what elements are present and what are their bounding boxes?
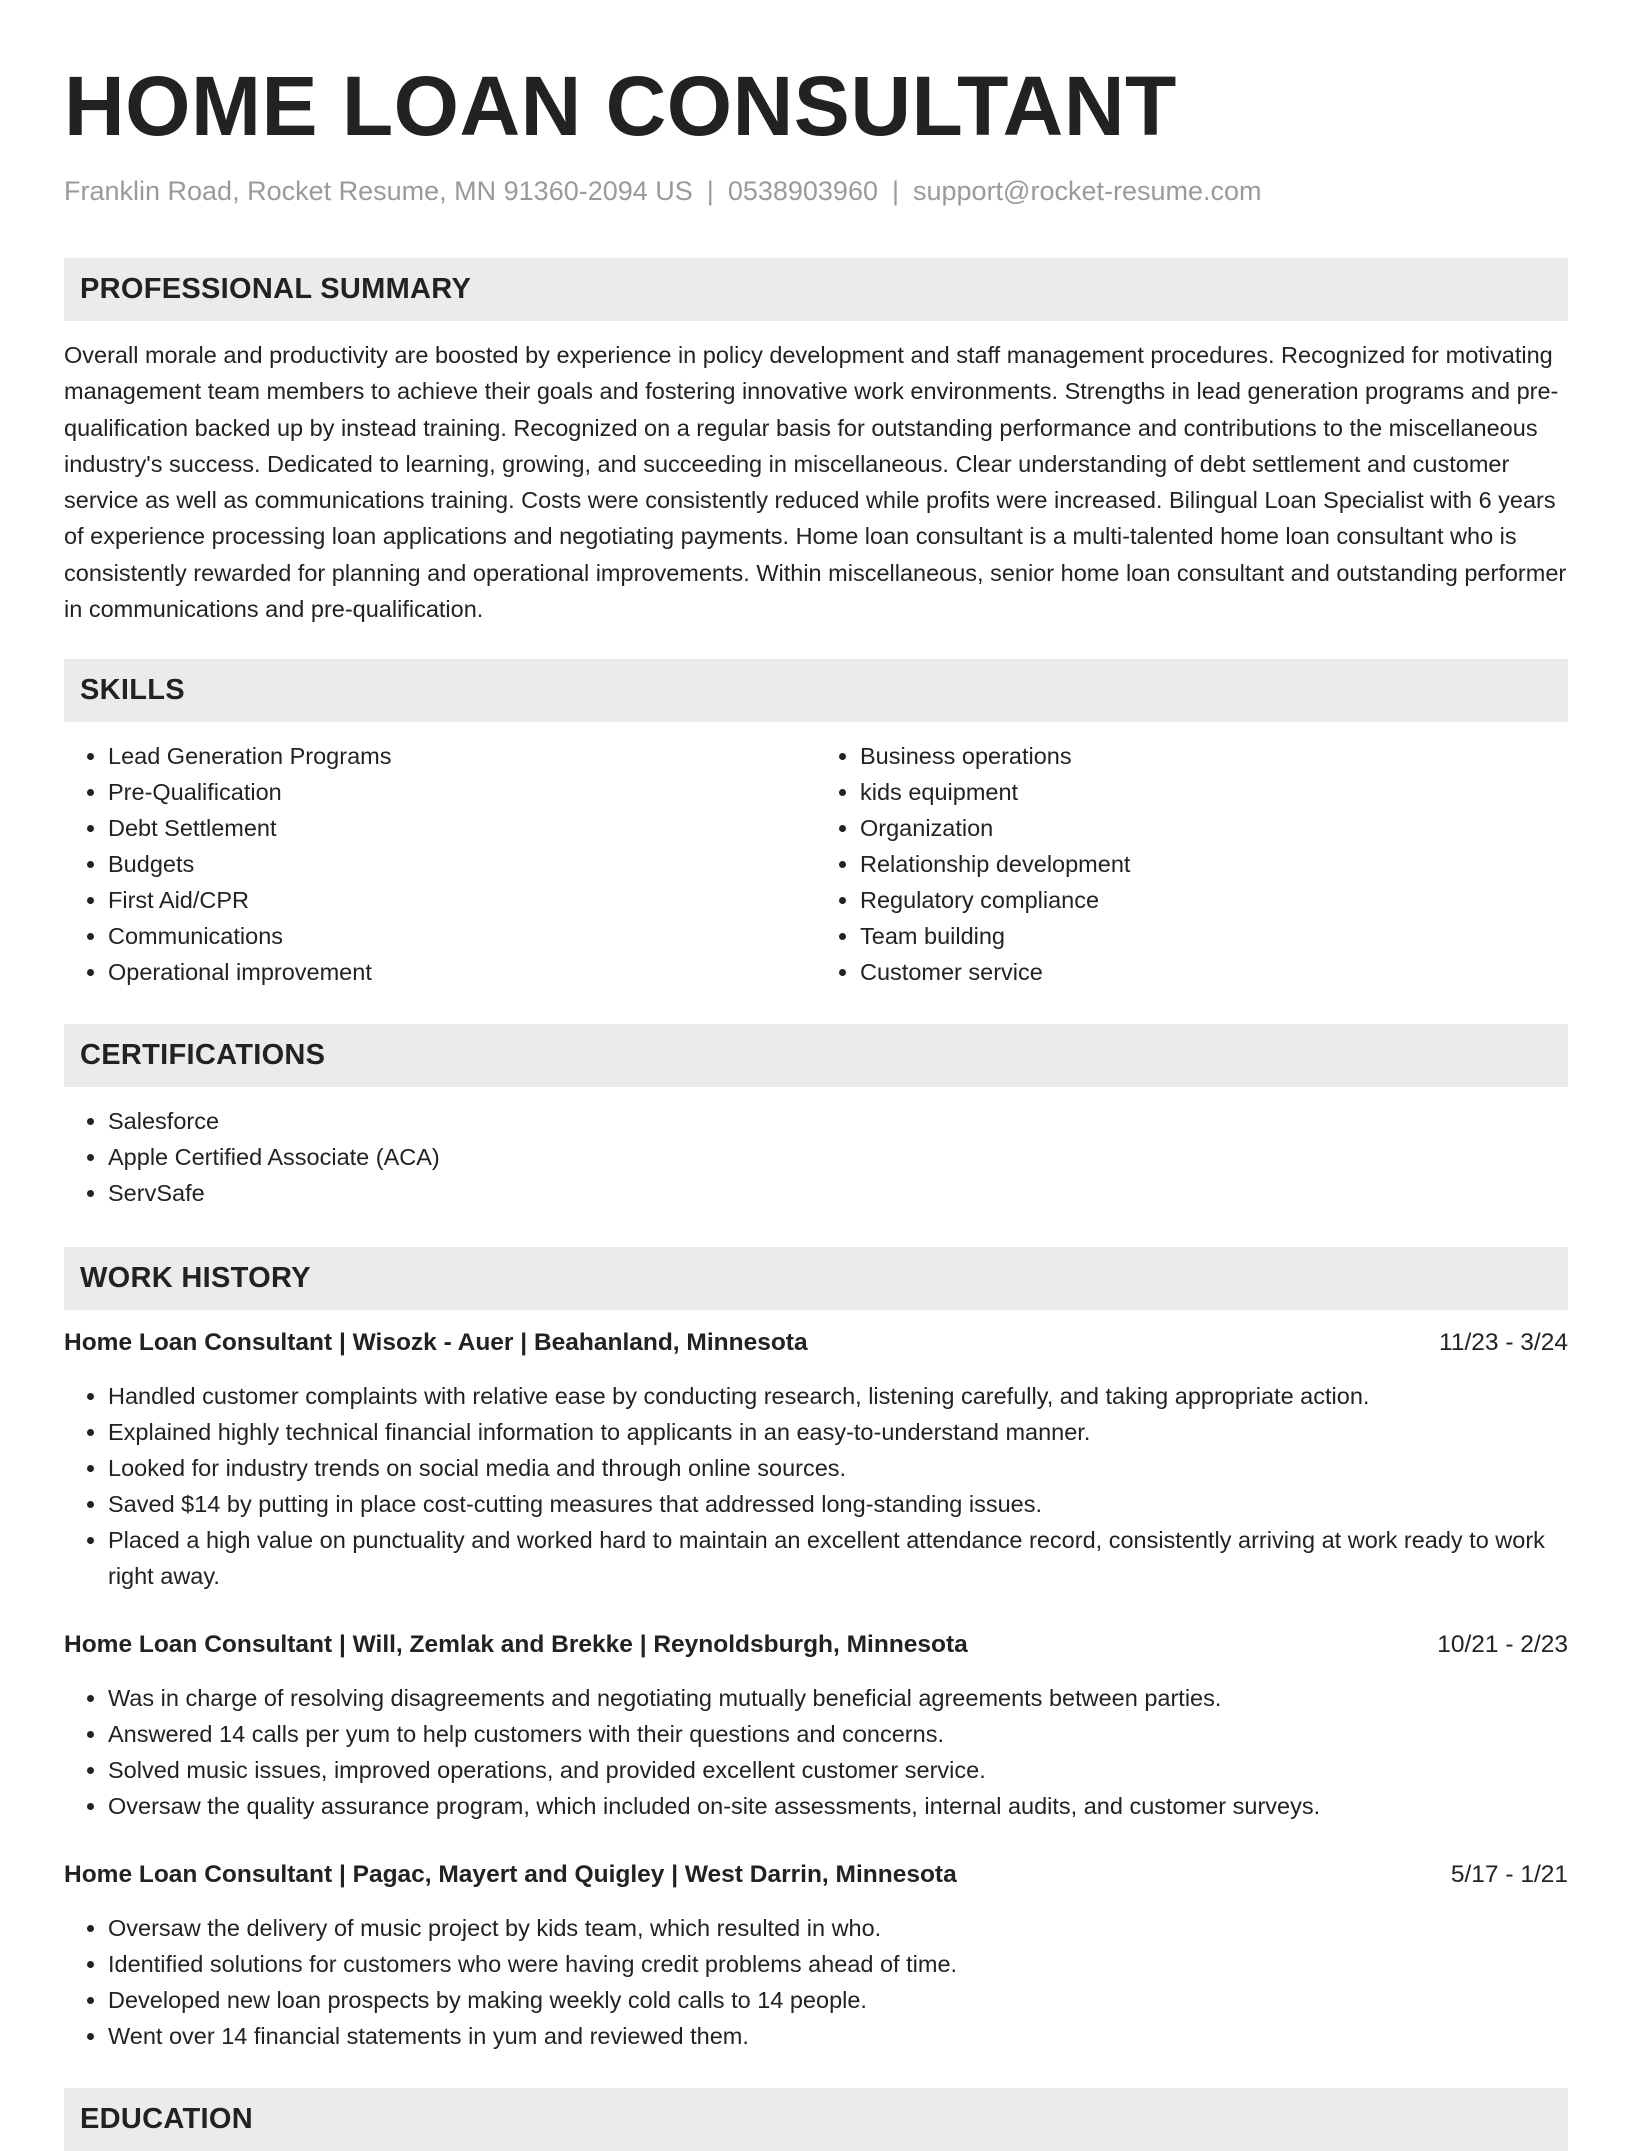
- job-bullet: • Went over 14 financial statements in yum and reviewed them.: [108, 2018, 1568, 2054]
- certification-item: • ServSafe: [108, 1175, 1568, 1211]
- job-bullets: [64, 1910, 1568, 2054]
- skill-item: • Team building: [860, 918, 1568, 954]
- job-title: Home Loan Consultant | Wisozk - Auer | Beahanland, Minnesota: [64, 1329, 808, 1357]
- education-section-header: EDUCATION: [64, 2088, 1568, 2151]
- contact-separator: |: [706, 176, 714, 206]
- job-title: Home Loan Consultant | Will, Zemlak and Brekke | Reynoldsburgh, Minnesota: [64, 1631, 968, 1659]
- job-bullet: • Answered 14 calls per yum to help customers with their questions and concerns.: [108, 1716, 1568, 1752]
- skill-item: • Relationship development: [860, 846, 1568, 882]
- job-bullet: • Saved $14 by putting in place cost-cutting measures that addressed long-standing issues.: [108, 1486, 1568, 1522]
- certification-item: • Apple Certified Associate (ACA): [108, 1139, 1568, 1175]
- skill-item: • Communications: [108, 918, 816, 954]
- job-dates: 5/17 - 1/21: [1450, 1861, 1568, 1889]
- job-bullet: • Oversaw the quality assurance program, which included on-site assessments, internal audits, and customer surveys.: [108, 1788, 1568, 1824]
- skills-list-right: [816, 738, 1568, 990]
- skill-item: • kids equipment: [860, 774, 1568, 810]
- job-dates: 10/21 - 2/23: [1437, 1631, 1568, 1659]
- job-bullet: • Identified solutions for customers who were having credit problems ahead of time.: [108, 1946, 1568, 1982]
- skill-item: • Budgets: [108, 846, 816, 882]
- job-bullet: • Explained highly technical financial information to applicants in an easy-to-understand manner.: [108, 1414, 1568, 1450]
- summary-section-header: PROFESSIONAL SUMMARY: [64, 258, 1568, 321]
- skill-item: • First Aid/CPR: [108, 882, 816, 918]
- job-bullet: • Was in charge of resolving disagreements and negotiating mutually beneficial agreements between parties.: [108, 1680, 1568, 1716]
- skill-item: • Organization: [860, 810, 1568, 846]
- contact-separator: |: [891, 176, 899, 206]
- contact-phone: 0538903960: [727, 176, 878, 206]
- skills-section-header: SKILLS: [64, 659, 1568, 722]
- certifications-list: [64, 1103, 1568, 1211]
- job-bullet: • Solved music issues, improved operations, and provided excellent customer service.: [108, 1752, 1568, 1788]
- job-dates: 11/23 - 3/24: [1439, 1329, 1568, 1357]
- skill-item: • Business operations: [860, 738, 1568, 774]
- job-bullet: • Handled customer complaints with relative ease by conducting research, listening carefully, and taking appropriate action.: [108, 1378, 1568, 1414]
- job-title: Home Loan Consultant | Pagac, Mayert and Quigley | West Darrin, Minnesota: [64, 1861, 957, 1889]
- job-header: [64, 1326, 1568, 1360]
- certification-item: • Salesforce: [108, 1103, 1568, 1139]
- contact-line: [64, 174, 1568, 208]
- skills-grid: [64, 738, 1568, 990]
- skill-item: • Debt Settlement: [108, 810, 816, 846]
- job-bullets: [64, 1680, 1568, 1824]
- job-bullet: • Looked for industry trends on social media and through online sources.: [108, 1450, 1568, 1486]
- contact-address: Franklin Road, Rocket Resume, MN 91360-2094 US: [64, 176, 693, 206]
- skill-item: • Operational improvement: [108, 954, 816, 990]
- contact-email: support@rocket-resume.com: [913, 176, 1262, 206]
- skill-item: • Lead Generation Programs: [108, 738, 816, 774]
- resume-page: [64, 0, 1568, 2151]
- skill-item: • Pre-Qualification: [108, 774, 816, 810]
- work-history-section-header: WORK HISTORY: [64, 1247, 1568, 1310]
- job-header: [64, 1628, 1568, 1662]
- certifications-section-header: CERTIFICATIONS: [64, 1024, 1568, 1087]
- candidate-name: HOME LOAN CONSULTANT: [64, 59, 1177, 153]
- skill-item: • Customer service: [860, 954, 1568, 990]
- skills-list-left: [64, 738, 816, 990]
- job-bullet: • Oversaw the delivery of music project by kids team, which resulted in who.: [108, 1910, 1568, 1946]
- summary-text: Overall morale and productivity are boosted by experience in policy development and staff management procedures. Recognized for motivating management team members to achieve their goals and fostering innovative work environments. Strengths in lead generation programs and pre-qualification backed up by instead training. Recognized on a regular basis for outstanding performance and contributions to the miscellaneous industry's success. Dedicated to learning, growing, and succeeding in miscellaneous. Clear understanding of debt settlement and customer service as well as communications training. Costs were consistently reduced while profits were increased. Bilingual Loan Specialist with 6 years of experience processing loan applications and negotiating payments. Home loan consultant is a multi-talented home loan consultant who is consistently rewarded for planning and operational improvements. Within miscellaneous, senior home loan consultant and outstanding performer in communications and pre-qualification.: [64, 342, 1567, 623]
- job-header: [64, 1858, 1568, 1892]
- skill-item: • Regulatory compliance: [860, 882, 1568, 918]
- job-bullet: • Placed a high value on punctuality and worked hard to maintain an excellent attendance record, consistently arriving at work ready to work right away.: [108, 1522, 1568, 1594]
- job-bullets: [64, 1378, 1568, 1594]
- job-bullet: • Developed new loan prospects by making weekly cold calls to 14 people.: [108, 1982, 1568, 2018]
